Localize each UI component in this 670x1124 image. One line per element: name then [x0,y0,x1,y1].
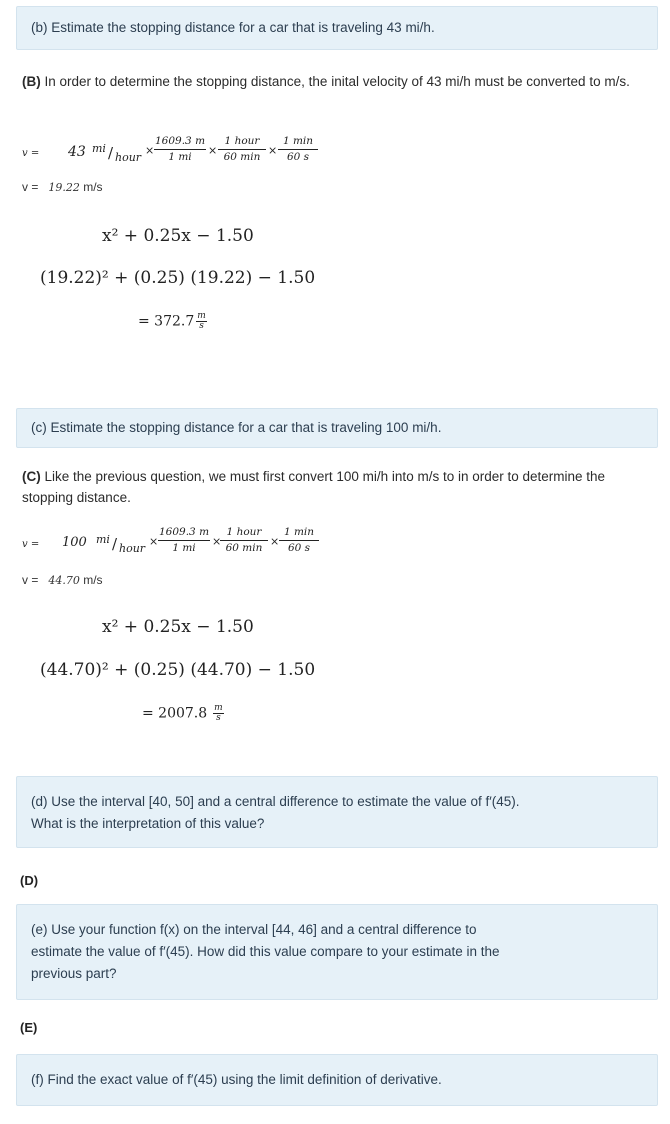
question-f-text: (f) Find the exact value of f′(45) using the limit definition of derivative. [31,1072,442,1087]
conversion-b-v: v = [22,148,40,159]
question-b-text: (b) Estimate the stopping distance for a car that is traveling 43 mi/h. [31,20,435,35]
conversion-b-factor1: $\frac{1609.3 m}{1 mi}$ [155,135,206,163]
conversion-b: v = 43 mi / hour × $\frac{1609.3 m}{1 mi}$ × 1 hour 60 min × 1 min 60 s [22,134,362,174]
conversion-c-value: 100 [62,535,87,550]
answer-d-label: (D) [20,873,39,888]
question-d-line1: (d) Use the interval [40, 50] and a central difference to estimate the value of f′(45). [31,794,520,809]
question-e-line1: (e) Use your function f(x) on the interval [44, 46] and a central difference to [31,922,477,937]
question-f-box [16,1054,658,1106]
answer-c-body: Like the previous question, we must first convert 100 mi/h into m/s to in order to determine the stopping distance. [22,469,606,505]
conversion-c-unit-top: mi [96,533,110,546]
conversion-b-unit-bottom: hour [115,151,142,164]
equation-b-3: = 372.7 $\frac{m}{s}$ [138,311,206,331]
equation-c-3: = 2007.8 $\frac{m}{s}$ [142,703,223,723]
conversion-b-unit-top: mi [92,142,106,155]
conversion-c-v: v = [22,539,40,550]
question-d-box [16,776,658,848]
conversion-b-factor3: 1 min 60 s [278,134,318,165]
question-b-box [16,6,658,50]
answer-b-text [22,71,652,92]
answer-b-body: In order to determine the stopping distance, the inital velocity of 43 mi/h must be converted to m/s. [44,74,630,89]
conversion-c-factor3: 1 min 60 s [279,525,319,556]
answer-e-label: (E) [20,1020,38,1035]
conversion-c-factor1: $\frac{1609.3 m}{1 mi}$ [159,526,210,554]
equation-b-1: x² + 0.25x − 1.50 [102,226,254,246]
answer-c-text [22,466,642,508]
question-e-line2: estimate the value of f′(45). How did this value compare to your estimate in the [31,944,500,959]
answer-c-label: (C) [22,469,41,484]
result-c: v = 44.70 m/s [22,573,103,587]
result-b: v = 19.22 m/s [22,180,103,194]
conversion-b-factor2: 1 hour 60 min [218,134,266,165]
conversion-c-unit-bottom: hour [119,542,146,555]
equation-b-2: (19.22)² + (0.25) (19.22) − 1.50 [40,268,316,288]
question-e-line3: previous part? [31,966,117,981]
conversion-c-factor2: 1 hour 60 min [220,525,268,556]
question-e-box [16,904,658,1000]
question-c-text: (c) Estimate the stopping distance for a car that is traveling 100 mi/h. [31,420,442,435]
conversion-b-value: 43 [68,144,86,160]
equation-c-1: x² + 0.25x − 1.50 [102,617,254,637]
question-c-box [16,408,658,448]
equation-c-2: (44.70)² + (0.25) (44.70) − 1.50 [40,660,316,680]
answer-b-label: (B) [22,74,41,89]
conversion-c: v = 100 mi / hour × $\frac{1609.3 m}{1 mi}$ × 1 hour 60 min × 1 min 60 s [22,525,362,565]
question-d-line2: What is the interpretation of this value? [31,816,265,831]
